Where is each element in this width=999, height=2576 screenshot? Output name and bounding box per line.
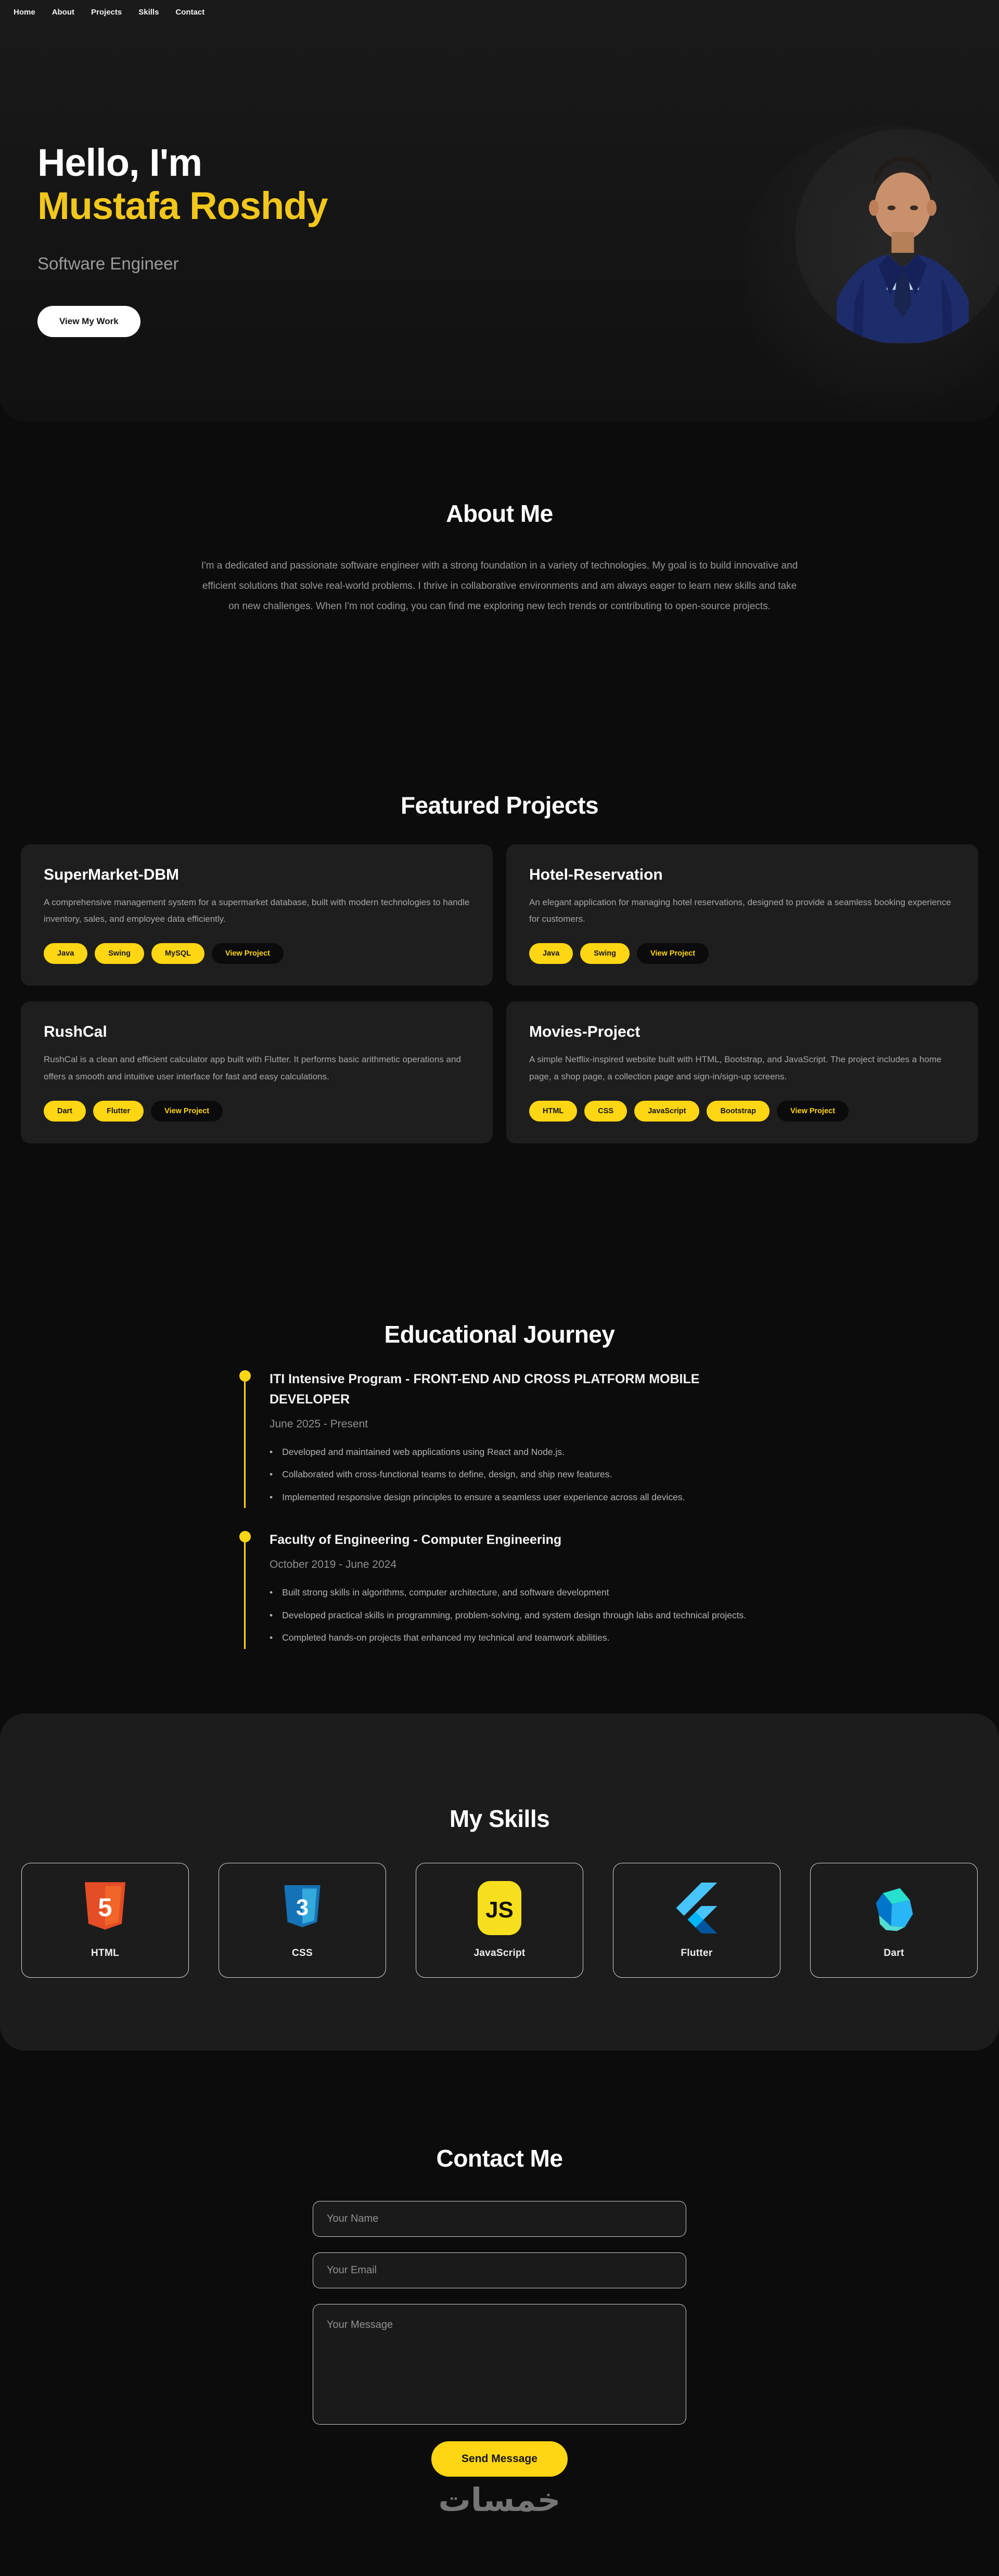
skill-label: Dart	[883, 1947, 904, 1959]
view-project-button[interactable]: View Project	[637, 943, 709, 964]
tag-badge: Flutter	[93, 1101, 144, 1122]
nav-item-about[interactable]: About	[52, 8, 75, 17]
svg-text:JS: JS	[485, 1897, 514, 1923]
hero-greeting: Hello, I'm	[37, 141, 202, 184]
nav-item-skills[interactable]: Skills	[138, 8, 159, 17]
about-section	[0, 421, 999, 617]
timeline-bullet	[270, 1630, 748, 1646]
timeline-item-faculty	[239, 1530, 760, 1646]
bullet-text: Completed hands-on projects that enhanced my technical and teamwork abilities.	[282, 1632, 610, 1643]
name-input[interactable]	[313, 2201, 686, 2237]
bullet-text: Developed and maintained web applications using React and Node.js.	[282, 1446, 565, 1457]
hero-role: Software Engineer	[37, 253, 179, 273]
tag-badge: Java	[529, 943, 573, 964]
skill-card-html	[21, 1863, 189, 1978]
bullet-icon: •	[270, 1491, 273, 1502]
bullet-icon: •	[270, 1446, 273, 1457]
profile-photo	[795, 129, 999, 344]
project-tags	[529, 943, 955, 964]
about-title: About Me	[446, 500, 553, 527]
project-name: RushCal	[44, 1023, 107, 1041]
project-tags	[44, 943, 470, 964]
bullet-text: Built strong skills in algorithms, computer architecture, and software development	[282, 1587, 609, 1598]
tag-badge: Bootstrap	[707, 1101, 769, 1122]
skill-label: Flutter	[681, 1947, 713, 1959]
nav-item-home[interactable]: Home	[14, 8, 35, 17]
skill-card-javascript	[416, 1863, 583, 1978]
project-card-movies-project	[506, 1001, 978, 1143]
tag-badge: Dart	[44, 1101, 86, 1122]
projects-section	[0, 617, 999, 1143]
main-nav	[0, 0, 999, 24]
timeline-bullet	[270, 1585, 748, 1601]
contact-form	[313, 2201, 686, 2425]
bullet-icon: •	[270, 1609, 273, 1620]
projects-grid	[21, 844, 978, 1143]
timeline-period: October 2019 - June 2024	[270, 1559, 397, 1571]
project-description: An elegant application for managing hotel reservations, designed to provide a seamless booking experience for customers.	[529, 897, 951, 924]
tag-badge: Java	[44, 943, 87, 964]
project-description: RushCal is a clean and efficient calculator app built with Flutter. It performs basic arithmetic operations and offers a smooth and intuitive user interface for fast and easy calculations.	[44, 1054, 461, 1081]
tag-badge: CSS	[584, 1101, 627, 1122]
svg-text:3: 3	[296, 1895, 309, 1921]
timeline-bullet	[270, 1489, 748, 1505]
education-title: Educational Journey	[384, 1321, 615, 1348]
timeline-bullet	[270, 1444, 748, 1460]
hero-content	[37, 141, 328, 337]
skills-title: My Skills	[449, 1805, 550, 1832]
timeline-heading: Faculty of Engineering - Computer Engineering	[270, 1532, 562, 1548]
view-my-work-button[interactable]: View My Work	[37, 306, 140, 337]
bullet-text: Implemented responsive design principles to ensure a seamless user experience across all devices.	[282, 1491, 685, 1502]
javascript-icon	[478, 1882, 521, 1934]
education-timeline	[239, 1369, 760, 1646]
email-input[interactable]	[313, 2252, 686, 2288]
hero-section	[0, 0, 999, 421]
flutter-icon	[676, 1882, 718, 1934]
view-project-button[interactable]: View Project	[777, 1101, 849, 1122]
project-tags	[44, 1101, 470, 1122]
project-description: A simple Netflix-inspired website built with HTML, Bootstrap, and JavaScript. The project includes a home page, a shop page, a collection page and sign-in/sign-up screens.	[529, 1054, 942, 1081]
project-card-hotel-reservation	[506, 844, 978, 986]
tag-badge: Swing	[95, 943, 144, 964]
nav-item-projects[interactable]: Projects	[91, 8, 122, 17]
skill-label: CSS	[292, 1947, 313, 1959]
html5-icon	[82, 1882, 128, 1934]
timeline-period: June 2025 - Present	[270, 1418, 368, 1430]
skill-card-dart	[810, 1863, 978, 1978]
tag-badge: HTML	[529, 1101, 577, 1122]
skill-label: HTML	[91, 1947, 119, 1959]
view-project-button[interactable]: View Project	[151, 1101, 223, 1122]
tag-badge: Swing	[580, 943, 630, 964]
skills-row	[0, 1863, 999, 1978]
timeline-bullet	[270, 1607, 748, 1624]
view-project-button[interactable]: View Project	[212, 943, 284, 964]
timeline-bullet	[270, 1466, 748, 1483]
nav-item-contact[interactable]: Contact	[175, 8, 205, 17]
tag-badge: MySQL	[151, 943, 204, 964]
project-name: Movies-Project	[529, 1023, 641, 1041]
project-description: A comprehensive management system for a supermarket database, built with modern technologies to handle inventory, sales, and employee data efficiently.	[44, 897, 470, 924]
timeline-item-iti	[239, 1369, 760, 1505]
css3-icon	[282, 1882, 323, 1934]
message-input[interactable]	[313, 2304, 686, 2425]
bullet-text: Developed practical skills in programming, problem-solving, and system design through labs and technical projects.	[282, 1609, 747, 1620]
skills-section	[0, 1714, 999, 2051]
timeline-dot	[239, 1531, 251, 1542]
hero-name: Mustafa Roshdy	[37, 184, 328, 227]
bullet-icon: •	[270, 1469, 273, 1480]
project-tags	[529, 1101, 955, 1122]
about-paragraph: I'm a dedicated and passionate software engineer with a strong foundation in a variety of technologies. My goal is to build innovative and efficient solutions that solve real-world problems. I thrive in collaborative environments and am always eager to learn new skills and take on new challenges. When I'm not coding, you can find me exploring new tech trends or contributing to open-source projects.	[201, 560, 798, 612]
skill-label: JavaScript	[473, 1947, 526, 1959]
hero-title	[37, 141, 328, 228]
timeline-dot	[239, 1370, 251, 1382]
projects-title: Featured Projects	[400, 791, 599, 819]
skill-card-css	[219, 1863, 386, 1978]
timeline-heading: ITI Intensive Program - FRONT-END AND CROSS PLATFORM MOBILE DEVELOPER	[270, 1372, 700, 1407]
svg-text:5: 5	[98, 1893, 112, 1922]
bullet-icon: •	[270, 1632, 273, 1643]
tag-badge: JavaScript	[634, 1101, 699, 1122]
profile-photo-illustration	[814, 138, 991, 344]
contact-title: Contact Me	[436, 2145, 563, 2172]
skill-card-flutter	[613, 1863, 780, 1978]
education-section	[0, 1143, 999, 1646]
contact-section	[0, 2051, 999, 2519]
bullet-text: Collaborated with cross-functional teams to define, design, and ship new features.	[282, 1469, 612, 1480]
dart-icon	[869, 1882, 919, 1934]
project-card-rushcal	[21, 1001, 493, 1143]
project-card-supermarket-dbm	[21, 844, 493, 986]
send-message-button[interactable]: Send Message	[431, 2441, 568, 2477]
khamsat-watermark: خمسات	[438, 2481, 561, 2519]
project-name: Hotel-Reservation	[529, 866, 663, 883]
project-name: SuperMarket-DBM	[44, 866, 180, 883]
bullet-icon: •	[270, 1587, 273, 1598]
